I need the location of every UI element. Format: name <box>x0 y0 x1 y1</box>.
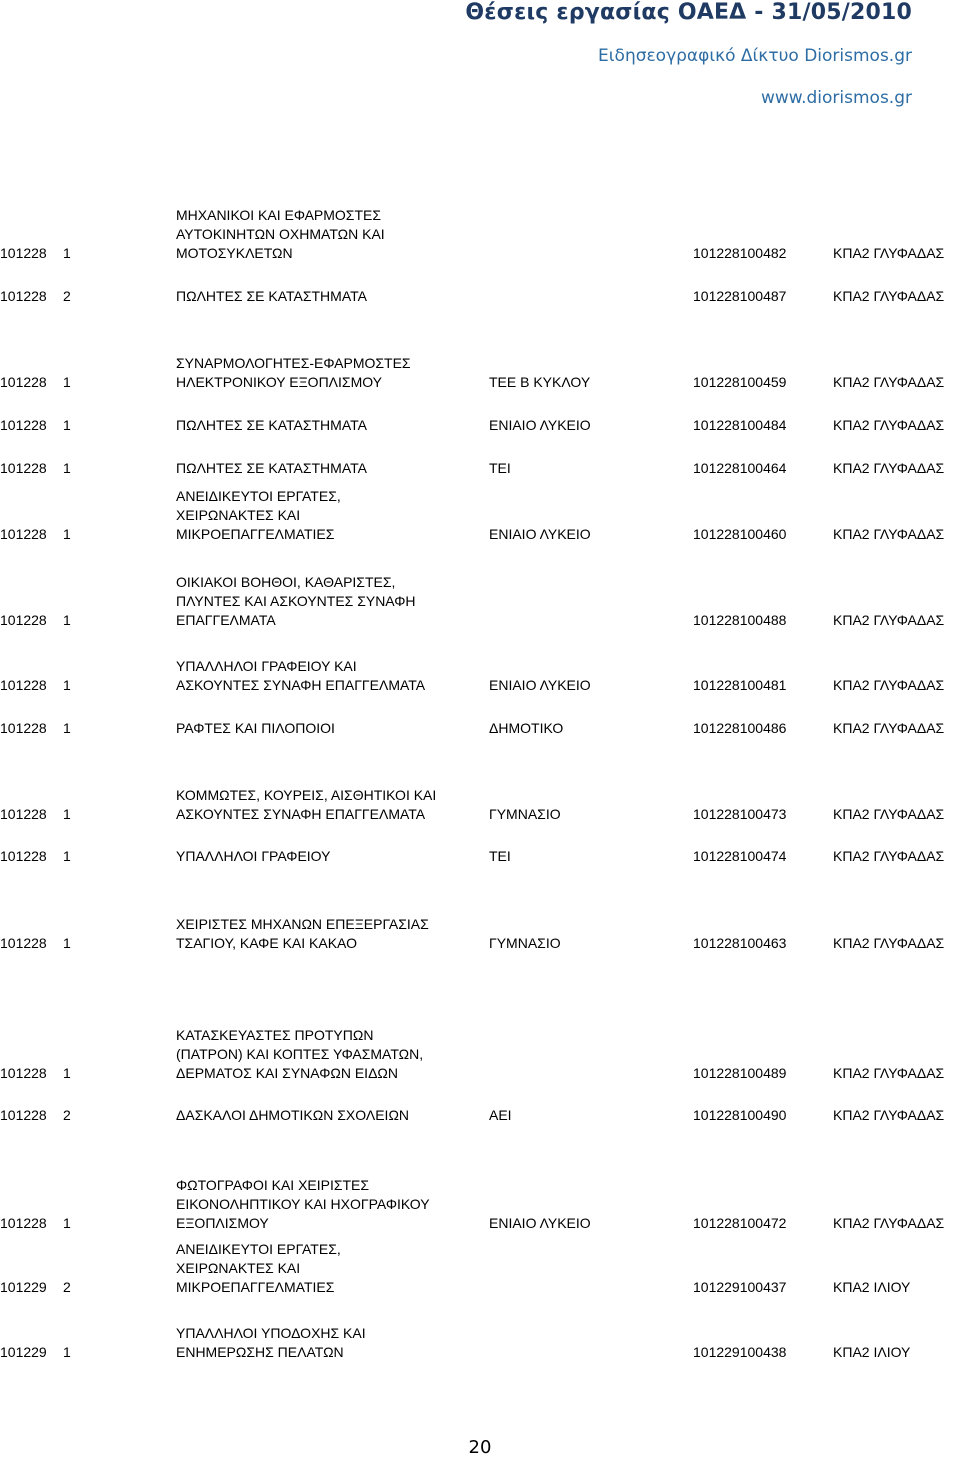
positions-count: 1 <box>63 612 71 628</box>
table-row <box>0 914 960 953</box>
office-location: ΚΠΑ2 ΓΛΥΦΑΔΑΣ <box>833 612 945 628</box>
job-title: ΧΕΙΡΙΣΤΕΣ ΜΗΧΑΝΩΝ ΕΠΕΞΕΡΓΑΣΙΑΣ ΤΣΑΓΙΟΥ, ΚΑΦΕ ΚΑΙ ΚΑΚΑΟ <box>176 916 429 951</box>
job-title: ΚΟΜΜΩΤΕΣ, ΚΟΥΡΕΙΣ, ΑΙΣΘΗΤΙΚΟΙ ΚΑΙ ΑΣΚΟΥΝΤΕΣ ΣΥΝΑΦΗ ΕΠΑΓΓΕΛΜΑΤΑ <box>176 787 437 822</box>
header-title: Θέσεις εργασίας ΟΑΕΔ - 31/05/2010 <box>465 0 912 25</box>
job-title: ΥΠΑΛΛΗΛΟΙ ΓΡΑΦΕΙΟΥ ΚΑΙ ΑΣΚΟΥΝΤΕΣ ΣΥΝΑΦΗ ΕΠΑΓΓΕΛΜΑΤΑ <box>176 658 426 693</box>
office-location: ΚΠΑ2 ΓΛΥΦΑΔΑΣ <box>833 935 945 951</box>
education-level: ΕΝΙΑΙΟ ΛΥΚΕΙΟ <box>489 526 591 542</box>
table-row <box>0 719 960 738</box>
listing-id: 101228100487 <box>693 288 787 304</box>
listing-id: 101228100474 <box>693 848 787 864</box>
office-code: 101228 <box>0 374 47 390</box>
education-level: ΓΥΜΝΑΣΙΟ <box>489 935 561 951</box>
job-title: ΠΩΛΗΤΕΣ ΣΕ ΚΑΤΑΣΤΗΜΑΤΑ <box>176 460 367 476</box>
office-location: ΚΠΑ2 ΓΛΥΦΑΔΑΣ <box>833 460 945 476</box>
positions-count: 1 <box>63 720 71 736</box>
positions-count: 1 <box>63 677 71 693</box>
job-title: ΣΥΝΑΡΜΟΛΟΓΗΤΕΣ-ΕΦΑΡΜΟΣΤΕΣ ΗΛΕΚΤΡΟΝΙΚΟΥ ΕΞΟΠΛΙΣΜΟΥ <box>176 355 411 390</box>
office-code: 101228 <box>0 460 47 476</box>
office-location: ΚΠΑ2 ΓΛΥΦΑΔΑΣ <box>833 526 945 542</box>
office-code: 101228 <box>0 526 47 542</box>
job-title: ΔΑΣΚΑΛΟΙ ΔΗΜΟΤΙΚΩΝ ΣΧΟΛΕΙΩΝ <box>176 1107 410 1123</box>
office-code: 101228 <box>0 245 47 261</box>
header-url[interactable]: www.diorismos.gr <box>760 88 912 108</box>
positions-count: 1 <box>63 460 71 476</box>
office-code: 101228 <box>0 1215 47 1231</box>
education-level: ΕΝΙΑΙΟ ΛΥΚΕΙΟ <box>489 417 591 433</box>
office-location: ΚΠΑ2 ΓΛΥΦΑΔΑΣ <box>833 720 945 736</box>
listing-id: 101228100490 <box>693 1107 787 1123</box>
table-row <box>0 485 960 544</box>
table-row <box>0 847 960 866</box>
job-title: ΟΙΚΙΑΚΟΙ ΒΟΗΘΟΙ, ΚΑΘΑΡΙΣΤΕΣ, ΠΛΥΝΤΕΣ ΚΑΙ ΑΣΚΟΥΝΤΕΣ ΣΥΝΑΦΗ ΕΠΑΓΓΕΛΜΑΤΑ <box>176 574 416 628</box>
listing-id: 101228100464 <box>693 460 787 476</box>
education-level: ΤΕΙ <box>489 460 511 476</box>
table-row <box>0 656 960 695</box>
office-code: 101228 <box>0 806 47 822</box>
office-code: 101228 <box>0 677 47 693</box>
positions-count: 1 <box>63 935 71 951</box>
office-location: ΚΠΑ2 ΓΛΥΦΑΔΑΣ <box>833 417 945 433</box>
table-row <box>0 459 960 478</box>
office-location: ΚΠΑ2 ΓΛΥΦΑΔΑΣ <box>833 1065 945 1081</box>
listing-id: 101228100489 <box>693 1065 787 1081</box>
office-code: 101228 <box>0 848 47 864</box>
table-row <box>0 1238 960 1297</box>
table-row <box>0 1024 960 1083</box>
table-row <box>0 204 960 263</box>
job-title: ΠΩΛΗΤΕΣ ΣΕ ΚΑΤΑΣΤΗΜΑΤΑ <box>176 288 367 304</box>
office-location: ΚΠΑ2 ΓΛΥΦΑΔΑΣ <box>833 677 945 693</box>
office-code: 101228 <box>0 417 47 433</box>
listing-id: 101228100484 <box>693 417 787 433</box>
table-row <box>0 287 960 306</box>
listing-id: 101228100463 <box>693 935 787 951</box>
listing-id: 101228100460 <box>693 526 787 542</box>
office-code: 101229 <box>0 1279 47 1295</box>
office-code: 101228 <box>0 612 47 628</box>
office-location: ΚΠΑ2 ΓΛΥΦΑΔΑΣ <box>833 1107 945 1123</box>
listing-id: 101228100472 <box>693 1215 787 1231</box>
office-location: ΚΠΑ2 ΙΛΙΟΥ <box>833 1279 911 1295</box>
table-row <box>0 416 960 435</box>
office-code: 101228 <box>0 720 47 736</box>
positions-count: 1 <box>63 1215 71 1231</box>
office-code: 101229 <box>0 1344 47 1360</box>
job-title: ΚΑΤΑΣΚΕΥΑΣΤΕΣ ΠΡΟΤΥΠΩΝ (ΠΑΤΡΟΝ) ΚΑΙ ΚΟΠΤΕΣ ΥΦΑΣΜΑΤΩΝ, ΔΕΡΜΑΤΟΣ ΚΑΙ ΣΥΝΑΦΩΝ ΕΙΔΩΝ <box>176 1027 424 1081</box>
positions-count: 1 <box>63 374 71 390</box>
listing-id: 101228100481 <box>693 677 787 693</box>
listing-id: 101228100459 <box>693 374 787 390</box>
job-title: ΠΩΛΗΤΕΣ ΣΕ ΚΑΤΑΣΤΗΜΑΤΑ <box>176 417 367 433</box>
office-location: ΚΠΑ2 ΓΛΥΦΑΔΑΣ <box>833 806 945 822</box>
job-title: ΥΠΑΛΛΗΛΟΙ ΓΡΑΦΕΙΟΥ <box>176 848 331 864</box>
job-title: ΜΗΧΑΝΙΚΟΙ ΚΑΙ ΕΦΑΡΜΟΣΤΕΣ ΑΥΤΟΚΙΝΗΤΩΝ ΟΧΗΜΑΤΩΝ ΚΑΙ ΜΟΤΟΣΥΚΛΕΤΩΝ <box>176 207 385 261</box>
office-code: 101228 <box>0 935 47 951</box>
table-row <box>0 353 960 392</box>
office-location: ΚΠΑ2 ΙΛΙΟΥ <box>833 1344 911 1360</box>
table-row <box>0 1323 960 1362</box>
job-title: ΦΩΤΟΓΡΑΦΟΙ ΚΑΙ ΧΕΙΡΙΣΤΕΣ ΕΙΚΟΝΟΛΗΠΤΙΚΟΥ ΚΑΙ ΗΧΟΓΡΑΦΙΚΟΥ ΕΞΟΠΛΙΣΜΟΥ <box>176 1177 430 1231</box>
education-level: ΔΗΜΟΤΙΚΟ <box>489 720 564 736</box>
positions-count: 1 <box>63 1344 71 1360</box>
positions-count: 2 <box>63 1279 71 1295</box>
education-level: ΑΕΙ <box>489 1107 512 1123</box>
table-row <box>0 1106 960 1125</box>
education-level: ΓΥΜΝΑΣΙΟ <box>489 806 561 822</box>
office-location: ΚΠΑ2 ΓΛΥΦΑΔΑΣ <box>833 848 945 864</box>
office-code: 101228 <box>0 288 47 304</box>
office-location: ΚΠΑ2 ΓΛΥΦΑΔΑΣ <box>833 288 945 304</box>
job-title: ΥΠΑΛΛΗΛΟΙ ΥΠΟΔΟΧΗΣ ΚΑΙ ΕΝΗΜΕΡΩΣΗΣ ΠΕΛΑΤΩΝ <box>176 1325 366 1360</box>
education-level: ΕΝΙΑΙΟ ΛΥΚΕΙΟ <box>489 677 591 693</box>
positions-count: 2 <box>63 288 71 304</box>
education-level: ΤΕΕ Β ΚΥΚΛΟΥ <box>489 374 591 390</box>
positions-count: 1 <box>63 1065 71 1081</box>
listing-id: 101228100488 <box>693 612 787 628</box>
listing-id: 101229100437 <box>693 1279 787 1295</box>
table-row <box>0 785 960 824</box>
education-level: ΤΕΙ <box>489 848 511 864</box>
job-title: ΑΝΕΙΔΙΚΕΥΤΟΙ ΕΡΓΑΤΕΣ, ΧΕΙΡΩΝΑΚΤΕΣ ΚΑΙ ΜΙΚΡΟΕΠΑΓΓΕΛΜΑΤΙΕΣ <box>176 488 341 542</box>
job-title: ΡΑΦΤΕΣ ΚΑΙ ΠΙΛΟΠΟΙΟΙ <box>176 720 335 736</box>
table-row <box>0 571 960 630</box>
positions-count: 1 <box>63 806 71 822</box>
listing-id: 101228100482 <box>693 245 787 261</box>
positions-count: 2 <box>63 1107 71 1123</box>
positions-count: 1 <box>63 526 71 542</box>
page-number: 20 <box>468 1437 492 1458</box>
office-location: ΚΠΑ2 ΓΛΥΦΑΔΑΣ <box>833 374 945 390</box>
table-row <box>0 1174 960 1233</box>
header-subtitle: Ειδησεογραφικό Δίκτυο Diorismos.gr <box>598 46 912 66</box>
listing-id: 101229100438 <box>693 1344 787 1360</box>
listing-id: 101228100486 <box>693 720 787 736</box>
office-location: ΚΠΑ2 ΓΛΥΦΑΔΑΣ <box>833 1215 945 1231</box>
office-code: 101228 <box>0 1107 47 1123</box>
positions-count: 1 <box>63 417 71 433</box>
positions-count: 1 <box>63 245 71 261</box>
education-level: ΕΝΙΑΙΟ ΛΥΚΕΙΟ <box>489 1215 591 1231</box>
office-location: ΚΠΑ2 ΓΛΥΦΑΔΑΣ <box>833 245 945 261</box>
office-code: 101228 <box>0 1065 47 1081</box>
listing-id: 101228100473 <box>693 806 787 822</box>
positions-count: 1 <box>63 848 71 864</box>
job-title: ΑΝΕΙΔΙΚΕΥΤΟΙ ΕΡΓΑΤΕΣ, ΧΕΙΡΩΝΑΚΤΕΣ ΚΑΙ ΜΙΚΡΟΕΠΑΓΓΕΛΜΑΤΙΕΣ <box>176 1241 341 1295</box>
